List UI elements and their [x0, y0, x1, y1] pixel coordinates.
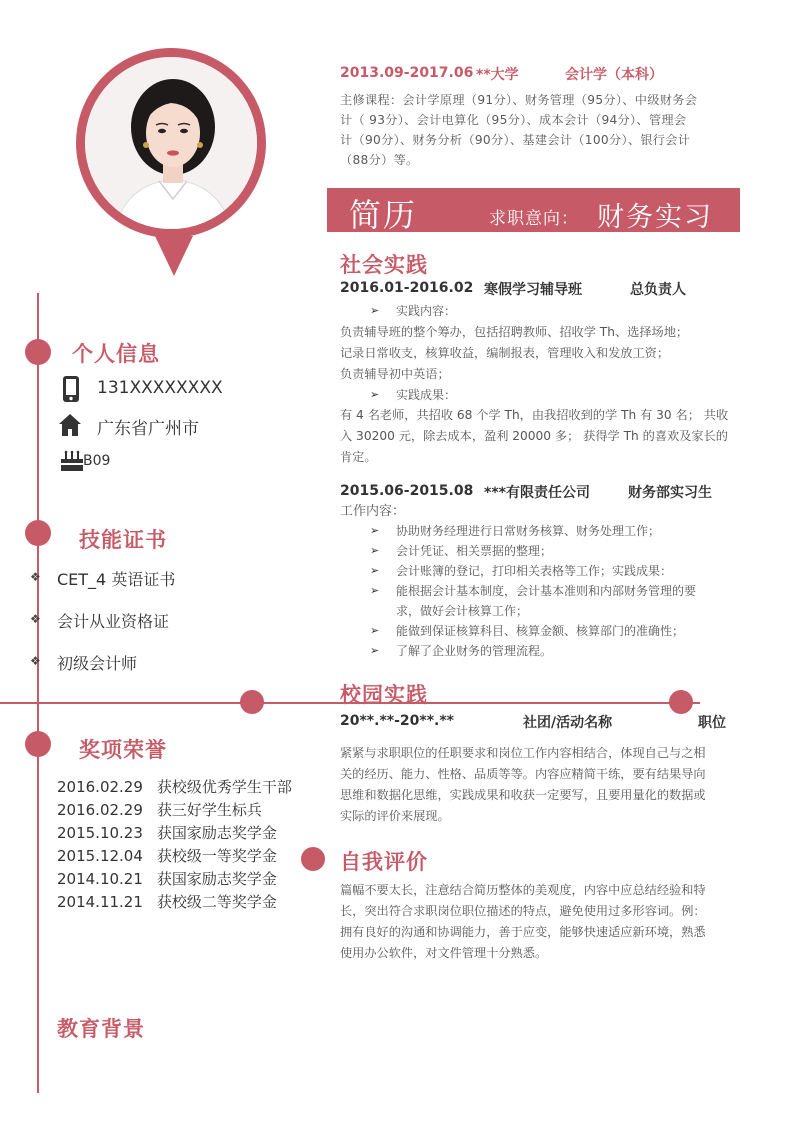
education-date: 2013.09-2017.06 — [340, 65, 474, 81]
diamond-bullet-icon: ❖ — [30, 654, 41, 668]
campus-role: 职位 — [698, 715, 726, 731]
job1-description: ➢ 实践内容： 负责辅导班的整个筹办，包括招聘教师、招收学 Th、选择场地； 记录日常收支，核算收益，编制报表，管理收入和发放工资； 负责辅导初中英语； ➢ 实践成果： 有 4 名老师，共招收 68 个学 Th，由我招收到的学 Th 有 30 名； 共收 入 30200 元，除去成本，盈利 20000 多； 获得学 Th 的喜欢及家长的 肯定。 — [340, 301, 750, 468]
timeline-dot — [240, 690, 264, 714]
self-eval-title: 自我评价 — [340, 850, 428, 874]
skill-item: CET_4 英语证书 — [57, 570, 176, 589]
job1-org: 寒假学习辅导班 — [484, 282, 582, 298]
job2-date: 2015.06-2015.08 — [340, 483, 474, 499]
campus-description: 紧紧与求职职位的任职要求和岗位工作内容相结合，体现自己与之相 关的经历、能力、性格、品质等等。内容应精简干练，要有结果导向 思维和数据化思维，实践成果和收获一定要写，且要用量化的数据或 实际的评价来展现。 — [340, 746, 706, 823]
profile-photo — [85, 57, 257, 229]
diamond-bullet-icon: ❖ — [30, 612, 41, 626]
education-courses: 主修课程：会计学原理（91分）、财务管理（95分）、中级财务会 计（ 93分）、会计电算化（95分）、成本会计（94分）、管理会 计（90分）、财务分析（90分）、基建会计（100分）、银行会计 （88分）等。 — [340, 93, 698, 167]
timeline-vertical-line — [37, 293, 39, 1093]
job2-org: ***有限责任公司 — [484, 485, 590, 501]
award-item: 2014.10.21 获国家励志奖学金 — [57, 870, 277, 888]
address: 广东省广州市 — [97, 419, 199, 439]
personal-info-title: 个人信息 — [72, 342, 160, 366]
campus-title: 校园实践 — [340, 683, 428, 707]
phone-number: 131XXXXXXXX — [97, 378, 223, 398]
job2-role: 财务部实习生 — [628, 485, 712, 501]
practice-title: 社会实践 — [340, 253, 428, 277]
job1-date: 2016.01-2016.02 — [340, 280, 474, 296]
job2-description: 工作内容： ➢ 协助财务经理进行日常财务核算、财务处理工作； ➢ 会计凭证、相关票据的整理； ➢ 会计账簿的登记，打印相关表格等工作；实践成果： ➢ 能根据会计基本制度，会计基本准则和内部财务管理的要 求，做好会计核算工作； ➢ 能做到保证核算科目、核算金额、核算部门的准确性； ➢ 了解了企业财务的管理流程。 — [340, 503, 750, 661]
phone-icon — [60, 376, 82, 402]
photo-frame — [76, 48, 266, 238]
education-school: **大学 — [476, 67, 519, 83]
job-intent-label: 求职意向： — [489, 209, 579, 229]
section-dot — [25, 520, 51, 546]
timeline-dot — [669, 690, 693, 714]
skill-item: 会计从业资格证 — [57, 612, 170, 631]
awards-title: 奖项荣誉 — [79, 738, 167, 762]
birthday: B09 — [83, 453, 111, 469]
photo-pointer — [155, 236, 193, 276]
education-title: 教育背景 — [57, 1017, 145, 1041]
section-dot — [301, 847, 325, 871]
birthday-cake-icon — [59, 450, 85, 472]
resume-banner — [327, 188, 740, 232]
diamond-bullet-icon: ❖ — [30, 570, 41, 584]
education-major: 会计学（本科） — [565, 67, 663, 83]
campus-date: 20**.**-20**.** — [340, 713, 454, 729]
home-icon — [58, 413, 82, 437]
skills-title: 技能证书 — [79, 528, 167, 552]
section-dot — [25, 731, 51, 757]
award-item: 2016.02.29 获三好学生标兵 — [57, 801, 262, 819]
campus-org: 社团/活动名称 — [523, 715, 613, 731]
resume-title: 简历 — [349, 196, 418, 234]
self-eval-description: 篇幅不要太长，注意结合简历整体的美观度，内容中应总结经验和特 长，突出符合求职岗位职位描述的特点，避免使用过多形容词。例： 拥有良好的沟通和协调能力，善于应变，能够快速适应新环境，熟悉 使用办公软件，对文件管理十分熟悉。 — [340, 883, 706, 960]
award-item: 2016.02.29 获校级优秀学生干部 — [57, 778, 292, 796]
award-item: 2015.10.23 获国家励志奖学金 — [57, 824, 277, 842]
award-item: 2014.11.21 获校级二等奖学金 — [57, 893, 277, 911]
skill-item: 初级会计师 — [57, 654, 138, 673]
award-item: 2015.12.04 获校级一等奖学金 — [57, 847, 277, 865]
job-intent-value: 财务实习 — [597, 202, 713, 233]
job1-role: 总负责人 — [630, 282, 686, 298]
section-dot — [25, 339, 51, 365]
